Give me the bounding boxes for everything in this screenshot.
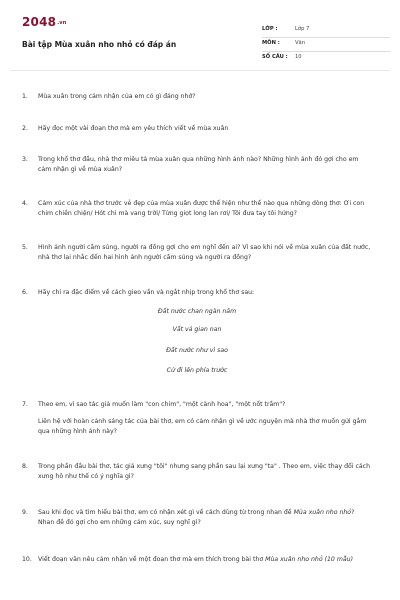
- meta-value: 10: [295, 54, 302, 60]
- question-text-part: Viết đoạn văn nêu cảm nhận về một đoạn thơ mà em thích trong bài thơ: [38, 556, 266, 563]
- question-text-part: ? Nhan đề đó gợi cho em những cảm xúc, suy nghĩ gì?: [38, 509, 355, 526]
- meta-value: Văn: [295, 40, 306, 46]
- question-number: 6.: [22, 289, 28, 296]
- poem-line: Đất nước chan ngàn năm: [157, 308, 237, 315]
- question-number: 5.: [22, 244, 28, 251]
- logo-main: 2048: [22, 15, 57, 29]
- meta-value: Lớp 7: [295, 26, 310, 32]
- question-2: [22, 124, 372, 134]
- question-text: Trong phần đầu bài thơ, tác giả xưng "tôi" nhưng sang phần sau lại xưng "ta" . Theo em, việc thay đổi cách xưng hô như thế có ý nghĩa gì?: [38, 463, 370, 480]
- poem-line: Vất vả gian nan: [172, 326, 222, 333]
- meta-row-subject: [262, 38, 390, 52]
- logo-suffix: .vn: [57, 20, 67, 26]
- document-title: Bài tập Mùa xuân nho nhỏ có đáp án: [22, 40, 177, 49]
- poem-title: Mùa xuân nho nhỏ: [293, 509, 352, 516]
- question-5: [22, 243, 372, 263]
- question-text-part: Sau khi đọc và tìm hiểu bài thơ, em có nhận xét gì về cách dùng từ trong nhan đề: [38, 509, 294, 516]
- meta-label: MÔN :: [262, 40, 280, 46]
- question-text: Hãy chỉ ra đặc điểm về cách gieo vần và ngắt nhịp trong khổ thơ sau:: [38, 289, 255, 296]
- question-3: [22, 155, 372, 175]
- poem-line: Cứ đi lên phía trước: [166, 367, 228, 374]
- question-number: 2.: [22, 125, 28, 132]
- header-divider: [10, 70, 390, 71]
- question-number: 8.: [22, 463, 28, 470]
- question-7: [22, 400, 372, 410]
- question-6: [22, 288, 372, 298]
- question-number: 3.: [22, 156, 28, 163]
- question-number: 10.: [22, 556, 32, 563]
- question-4: [22, 199, 372, 219]
- question-9: [22, 508, 372, 528]
- question-text: Trong khổ thơ đầu, nhà thơ miêu tả mùa xuân qua những hình ảnh nào? Những hình ảnh đó gợi cho em cảm nhận gì về mùa xuân?: [38, 156, 359, 173]
- question-number: 7.: [22, 401, 28, 408]
- meta-row-class: [262, 24, 390, 38]
- question-7-followup: Liên hệ với hoàn cảnh sáng tác của bài thơ, em có cảm nhận gì về ước nguyện mà nhà thơ muốn gửi gắm qua những hình ảnh này?: [38, 418, 367, 435]
- question-text: Cảm xúc của nhà thơ trước vẻ đẹp của mùa xuân được thể hiện như thế nào qua những dòng thơ: Ơi con chim chiền chiện/ Hót chi mà vang trời/ Từng giọt long lan rơi/ Tôi đưa tay tôi hứng?: [38, 200, 365, 217]
- question-text: Theo em, vì sao tác giả muốn làm "con chim", "một cành hoa", "một nốt trầm"?: [38, 401, 286, 408]
- poem-line: Đất nước như vì sao: [166, 347, 228, 354]
- question-1: [22, 92, 372, 102]
- question-number: 1.: [22, 93, 28, 100]
- meta-info: [262, 24, 390, 65]
- meta-row-count: [262, 52, 390, 65]
- site-logo[interactable]: [22, 15, 67, 29]
- question-text: Mùa xuân trong cảm nhận của em có gì đáng nhớ?: [38, 93, 196, 100]
- question-text: Hãy đọc một vài đoạn thơ mà em yêu thích viết về mùa xuân: [38, 125, 229, 132]
- meta-label: SỐ CÂU :: [262, 54, 288, 60]
- meta-label: LỚP :: [262, 26, 278, 32]
- question-text: [38, 508, 372, 528]
- header: [10, 10, 390, 62]
- question-8: [22, 462, 372, 482]
- question-10: [22, 555, 372, 565]
- question-number: 4.: [22, 200, 28, 207]
- question-text: Hình ảnh người cầm súng, người ra đồng gợi cho em nghĩ đến ai? Vì sao khi nói về mùa xuân của đất nước, nhà thơ lại nhắc đến hai hình ảnh người cầm súng và người ra đồng?: [38, 244, 371, 261]
- poem-title: Mùa xuân nho nhỏ (10 mẫu): [265, 556, 353, 563]
- question-text: [38, 555, 372, 565]
- question-number: 9.: [22, 509, 28, 516]
